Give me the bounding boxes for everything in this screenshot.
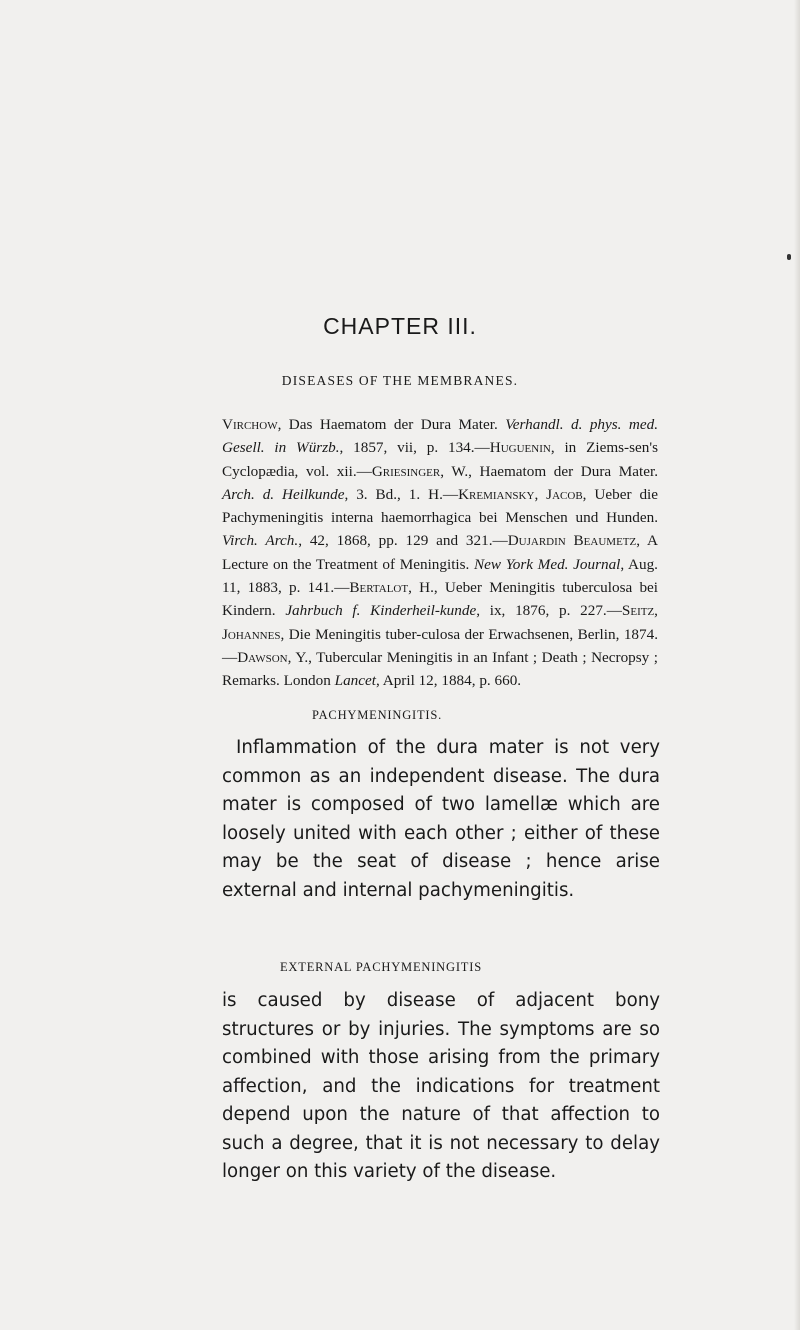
section-heading: DISEASES OF THE MEMBRANES. [281, 373, 519, 388]
bibliography-segment: Huguenin [489, 439, 551, 457]
bibliography-segment: Kremiansky, Jacob [458, 485, 583, 503]
bibliography-segment: , H., Ueber Meningitis tuberculosa bei Kindern. [222, 579, 658, 620]
bibliography-segment: Virch. Arch. [222, 532, 299, 550]
bibliography-segment: , Das Haematom der Dura Mater. [277, 416, 506, 433]
bibliography-segment: , ix, 1876, p. 227.— [476, 602, 622, 620]
page-edge-shadow [794, 0, 800, 1330]
subheading-pachymeningitis: PACHYMENINGITIS. [312, 708, 443, 722]
subheading-external: EXTERNAL PACHYMENINGITIS [280, 960, 482, 974]
body-paragraph-1 [222, 734, 660, 905]
bibliography-segment: Jahrbuch f. Kinderheil-kunde [285, 602, 477, 620]
bibliography-segment: , 1857, vii, p. 134.— [339, 439, 490, 457]
bibliography-segment: Dujardin Beaumetz [507, 532, 637, 550]
bibliography-segment: , A Lecture on the Treatment of Meningitis. [222, 532, 659, 573]
bibliography-segment: , W., Haematom der Dura Mater. [440, 462, 658, 480]
paragraph-text: Inflammation of the dura mater is not very common as an independent disease. The dura mater is composed of two lamellæ which are loosely united with each other ; either of these may be the seat of disease ; hence arise external and internal pachymeningitis. [222, 737, 660, 901]
bibliography-segment: Griesinger [371, 462, 441, 480]
bibliography-segment: Seitz, Johannes [222, 602, 658, 643]
bibliography-segment: Virchow [222, 416, 278, 433]
bibliography-segment: , in Ziems-sen's Cyclopædia, vol. xii.— [222, 439, 658, 480]
bibliography-segment: , Aug. 11, 1883, p. 141.— [222, 555, 658, 597]
paragraph-text: is caused by disease of adjacent bony structures or by injuries. The symptoms are so combined with those arising from the primary affection, and the indications for treatment depend upon the nature of that affection to such a degree, that it is not necessary to delay longer on this variety of the disease. [222, 990, 660, 1182]
bibliography-segment: Dawson [237, 648, 288, 666]
bibliography-segment: New York Med. Journal [474, 555, 621, 573]
bibliography-segment: Verhandl. d. phys. med. Gesell. in Würzb. [222, 416, 658, 457]
bibliography-segment: , April 12, 1884, p. 660. [375, 672, 522, 690]
bibliography-segment: Lancet [334, 672, 376, 690]
bibliography-segment: , 42, 1868, pp. 129 and 321.— [298, 532, 508, 550]
bibliography-segment: , Y., Tubercular Meningitis in an Infant ; Death ; Necropsy ; Remarks. London [222, 648, 658, 690]
bibliography-segment: , Ueber die Pachymeningitis interna haemorrhagica bei Menschen und Hunden. [222, 485, 658, 527]
bibliography-segment: , 3. Bd., 1. H.— [344, 485, 459, 503]
margin-mark [787, 254, 791, 260]
bibliography-segment: , Die Meningitis tuber-culosa der Erwachsenen, Berlin, 1874.— [222, 625, 658, 666]
bibliography-segment: Bertalot [349, 579, 409, 597]
body-paragraph-2 [222, 987, 660, 1187]
bibliography-paragraph [222, 413, 658, 693]
chapter-heading: CHAPTER III. [323, 313, 477, 339]
bibliography-segment: Arch. d. Heilkunde [222, 485, 345, 503]
